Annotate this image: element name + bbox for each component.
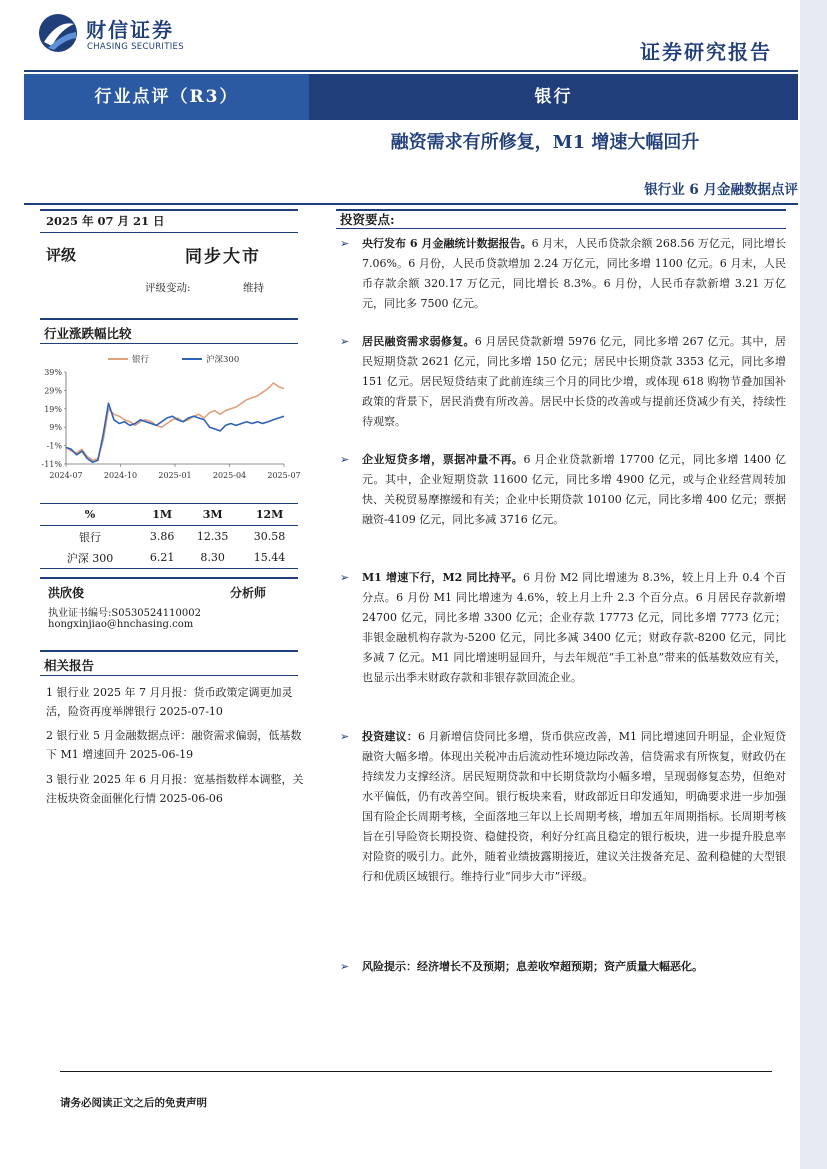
performance-table (40, 503, 298, 569)
arrow-bullet-icon: ➢ (340, 960, 350, 973)
y-tick-label: -11% (41, 460, 62, 469)
analyst-role: 分析师 (230, 586, 267, 600)
key-point-lead: 企业短贷多增，票据冲量不再。 (362, 453, 524, 466)
series-line-csi300 (66, 403, 284, 462)
sidebar-divider (40, 343, 298, 344)
key-point-lead: 居民融资需求弱修复。 (362, 335, 475, 348)
rating-value: 同步大市 (185, 247, 261, 267)
key-point-text: 6 月末，人民币贷款余额 268.56 万亿元，同比增长 7.06%。6 月份，人民币贷款增加 2.24 万亿元，同比多增 1100 亿元。6 月末，人民币存款余额 320.17 万亿元，同比增长 8.3%。6 月份，人民币存款新增 3.21 万亿元，同比多 7500 亿元。 (362, 237, 786, 310)
arrow-bullet-icon: ➢ (340, 237, 350, 250)
sidebar-divider (40, 675, 298, 676)
key-points-divider (336, 228, 786, 229)
key-point-paragraph (342, 568, 786, 688)
table-row (40, 526, 298, 548)
arrow-bullet-icon: ➢ (340, 335, 350, 348)
report-type-title: 证券研究报告 (640, 40, 772, 64)
table-row (40, 547, 298, 569)
table-cell: 沪深 300 (66, 551, 114, 565)
key-point-paragraph (342, 332, 786, 432)
disclaimer-note: 请务必阅读正文之后的免责声明 (60, 1097, 207, 1109)
table-header-cell: 1M (152, 508, 173, 521)
logo-english-name: CHASING SECURITIES (87, 42, 184, 52)
footer-divider (60, 1071, 772, 1072)
rating-change-value: 维持 (243, 282, 264, 294)
legend-label: 沪深300 (206, 355, 240, 365)
table-cell: 15.44 (253, 551, 286, 564)
x-tick-label: 2025-01 (158, 471, 192, 480)
report-date: 2025 年 07 月 21 日 (46, 214, 165, 228)
legend-label: 银行 (132, 355, 150, 365)
key-point-text: 6 月居民贷款新增 5976 亿元，同比多增 267 亿元。其中，居民短期贷款 2621 亿元，同比多增 150 亿元；居民中长期贷款 3353 亿元，同比多增 151 亿元。居民短贷结束了此前连续三个月的同比少增，或体现 618 购物节叠加国补政策的背景下，居民消费有所改善。居民中长贷的改善或与提前还贷减少有关，持续性待观察。 (362, 335, 786, 428)
industry-band: 银行 (309, 74, 798, 120)
key-point-paragraph (342, 450, 786, 530)
headline-divider (24, 203, 798, 205)
x-tick-label: 2025-07 (267, 471, 301, 480)
rating-change-label: 评级变动: (145, 282, 191, 294)
table-cell: 银行 (79, 530, 101, 544)
risk-warning: 风险提示：经济增长不及预期；息差收窄超预期；资产质量大幅恶化。 (362, 960, 703, 973)
sidebar-divider (40, 209, 298, 211)
chasing-logo-icon (38, 12, 78, 54)
key-point-text: 6 月份 M2 同比增速为 8.3%，较上月上升 0.4 个百分点。6 月份 M1 同比增速为 4.6%，较上月上升 2.3 个百分点。6 月居民存款新增 24700 亿元，同比多增 3300 亿元；企业存款 17773 亿元，同比多增 7773 亿元；非银金融机构存款为-5200 亿元，同比多减 3400 亿元；财政存款-8200 亿元，同比多减 7 亿元。M1 同比增速明显回升，与去年规范“手工补息”带来的低基数效应有关，也显示出季末财政存款和非银存款回流企业。 (362, 571, 786, 684)
rating-label: 评级 (46, 246, 77, 264)
x-tick-label: 2025-04 (212, 471, 247, 480)
sidebar-divider (40, 650, 298, 652)
side-stripe (800, 0, 827, 1169)
sidebar-divider (40, 232, 298, 233)
y-tick-label: 19% (44, 404, 62, 414)
related-reports-title: 相关报告 (44, 658, 95, 673)
key-point-paragraph (342, 727, 786, 887)
table-header-row (40, 504, 298, 526)
x-tick-label: 2024-07 (49, 471, 83, 480)
table-cell: 12.35 (196, 530, 229, 543)
key-point-lead: 央行发布 6 月金融统计数据报告。 (362, 237, 532, 250)
report-headline: 融资需求有所修复，M1 增速大幅回升 (390, 132, 700, 153)
x-tick-label: 2024-10 (103, 471, 138, 480)
key-point-paragraph (342, 957, 786, 977)
table-header-cell: 3M (202, 508, 223, 521)
related-report-item: 1 银行业 2025 年 7 月月报：货币政策定调更加灵活，险资再度举牌银行 2025-07-10 (46, 686, 293, 718)
key-point-text: 6 月新增信贷同比多增，货币供应改善，M1 同比增速回升明显，企业短贷融资大幅多增。体现出关税冲击后流动性环境边际改善，信贷需求有所恢复，财政仍在持续发力支撑经济。居民短期贷款和中长期贷款均小幅多增，呈现弱修复态势，但绝对水平偏低，仍有改善空间。银行板块来看，财政部近日印发通知，明确要求进一步加强国有险企长周期考核，全面落地三年以上长周期考核，增加五年周期指标。长周期考核旨在引导险资长期投资、稳健投资，利好分红高且稳定的银行板块，进一步提升股息率对险资的吸引力。此外，随着业绩披露期接近，建议关注拨备充足、盈利稳健的大型银行和优质区域银行。维持行业“同步大市”评级。 (362, 730, 786, 883)
sidebar-divider (40, 577, 298, 579)
key-point-lead: M1 增速下行，M2 同比持平。 (362, 571, 523, 584)
table-cell: 3.86 (149, 530, 175, 543)
table-header-cell: % (84, 508, 96, 521)
series-line-bank (66, 383, 284, 460)
key-point-paragraph (342, 234, 786, 314)
related-report-item: 3 银行业 2025 年 6 月月报：宽基指数样本调整，关注板块资金面催化行情 2025-06-06 (46, 773, 304, 805)
arrow-bullet-icon: ➢ (340, 453, 350, 466)
perf-section-title: 行业涨跌幅比较 (44, 326, 132, 341)
analyst-email: hongxinjiao@hnchasing.com (48, 619, 194, 630)
logo-chinese-name: 财信证券 (86, 18, 174, 42)
related-report-item: 2 银行业 5 月金融数据点评：融资需求偏弱，低基数下 M1 增速回升 2025-06-19 (46, 729, 302, 761)
header-divider (24, 70, 798, 72)
table-header-cell: 12M (255, 508, 284, 521)
arrow-bullet-icon: ➢ (340, 730, 350, 743)
table-cell: 8.30 (200, 551, 225, 564)
report-subheadline: 银行业 6 月金融数据点评 (644, 182, 798, 198)
performance-line-chart (36, 346, 302, 492)
arrow-bullet-icon: ➢ (340, 571, 350, 584)
y-tick-label: -1% (46, 441, 62, 451)
y-tick-label: 39% (44, 368, 62, 377)
key-point-lead: 投资建议： (362, 730, 418, 743)
y-tick-label: 29% (44, 386, 62, 396)
table-cell: 30.58 (253, 530, 286, 543)
key-points-title: 投资要点: (340, 212, 395, 227)
sidebar-divider (40, 318, 298, 320)
analyst-name: 洪欣俊 (48, 586, 85, 600)
key-points-divider (336, 209, 786, 211)
report-category-band: 行业点评（R3） (24, 74, 309, 120)
table-cell: 6.21 (149, 551, 175, 564)
key-point-text: 6 月企业贷款新增 17700 亿元，同比多增 1400 亿元。其中，企业短期贷款 11600 亿元，同比多增 4900 亿元，或与企业经营周转加快、关税贸易摩擦缓和有关；企业中长期贷款 10100 亿元，同比多增 400 亿元；票据融资-4109 亿元，同比多减 3716 亿元。 (362, 453, 786, 526)
y-tick-label: 9% (49, 423, 62, 433)
analyst-license: 执业证书编号:S0530524110002 (48, 608, 201, 619)
